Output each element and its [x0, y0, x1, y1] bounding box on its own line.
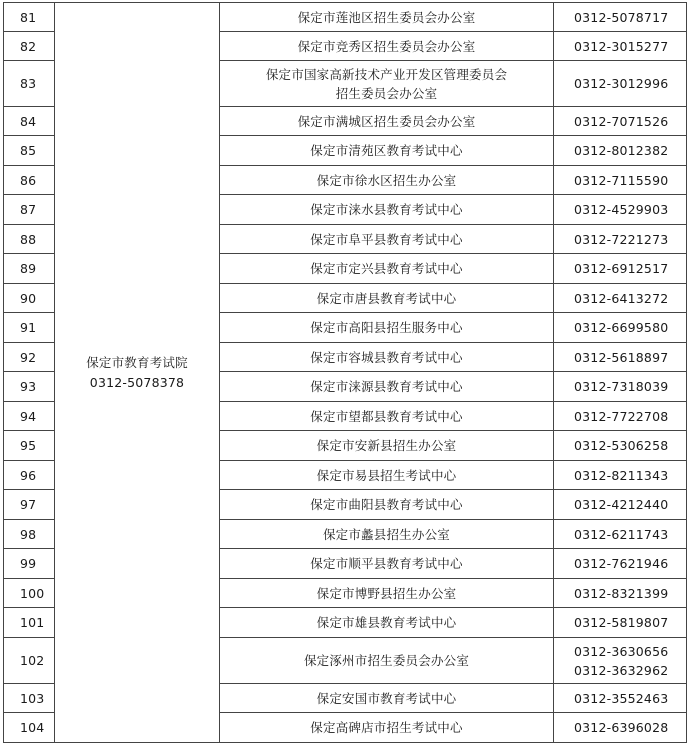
- organization-cell: [220, 431, 554, 461]
- organization-name: 保定市雄县教育考试中心: [316, 615, 457, 630]
- row-number: 88: [4, 225, 55, 254]
- phone-number: 0312-3632962: [574, 662, 669, 678]
- organization-name: 保定市高阳县招生服务中心: [310, 320, 463, 335]
- phone-cell: [554, 579, 687, 608]
- organization-name: 保定市曲阳县教育考试中心: [310, 497, 463, 512]
- row-number: 90: [4, 284, 55, 313]
- organization-name: 保定市望都县教育考试中心: [310, 408, 463, 424]
- organization-cell: [220, 254, 554, 284]
- phone-number: 0312-6211743: [574, 526, 669, 542]
- phone-cell: [554, 713, 687, 743]
- organization-cell: [220, 608, 554, 638]
- row-number: 97: [4, 490, 55, 520]
- row-number: 95: [4, 431, 55, 461]
- organization-cell: [220, 549, 554, 579]
- organization-name: 保定市易县招生考试中心: [316, 467, 457, 483]
- phone-number: 0312-5078717: [574, 9, 669, 25]
- organization-cell: [220, 195, 554, 225]
- phone-cell: [554, 166, 687, 195]
- phone-cell: [554, 61, 687, 107]
- organization-name: 保定市国家高新技术产业开发区管理委员会: [265, 66, 508, 82]
- organization-name: 招生委员会办公室: [335, 85, 438, 101]
- phone-number: 0312-7722708: [574, 408, 669, 424]
- phone-cell: [554, 3, 687, 32]
- organization-cell: [220, 461, 554, 490]
- row-number: 96: [4, 461, 55, 490]
- phone-number: 0312-5618897: [574, 349, 669, 365]
- phone-cell: [554, 343, 687, 372]
- organization-name: 保定市蠡县招生办公室: [322, 526, 450, 542]
- organization-name: 保定市博野县招生办公室: [316, 585, 457, 601]
- phone-number: 0312-3552463: [574, 690, 669, 706]
- organization-name: 保定市徐水区招生办公室: [316, 172, 457, 188]
- phone-cell: [554, 254, 687, 284]
- row-number: 87: [4, 195, 55, 225]
- phone-number: 0312-8211343: [574, 467, 669, 483]
- organization-cell: [220, 284, 554, 313]
- organization-name: 保定市安新县招生办公室: [316, 438, 457, 453]
- organization-cell: [220, 136, 554, 166]
- phone-cell: [554, 372, 687, 402]
- phone-cell: [554, 32, 687, 61]
- phone-cell: [554, 136, 687, 166]
- phone-cell: [554, 402, 687, 431]
- phone-cell: [554, 284, 687, 313]
- row-number: 91: [4, 313, 55, 343]
- row-number: 100: [4, 579, 55, 608]
- row-number: 82: [4, 32, 55, 61]
- contact-table-body: [4, 3, 687, 743]
- row-number: 94: [4, 402, 55, 431]
- organization-name: 保定市顺平县教育考试中心: [310, 556, 463, 571]
- phone-number: 0312-5306258: [574, 438, 669, 453]
- row-number: 84: [4, 107, 55, 136]
- organization-cell: [220, 107, 554, 136]
- phone-cell: [554, 549, 687, 579]
- organization-cell: [220, 713, 554, 743]
- row-number: 98: [4, 520, 55, 549]
- organization-cell: [220, 638, 554, 684]
- group-phone: 0312-5078378: [89, 374, 185, 390]
- row-number: 103: [4, 684, 55, 713]
- contact-table: [3, 2, 687, 743]
- phone-cell: [554, 313, 687, 343]
- row-number: 99: [4, 549, 55, 579]
- phone-number: 0312-7621946: [574, 556, 669, 571]
- phone-number: 0312-3630656: [574, 643, 669, 659]
- table-row: [4, 3, 687, 32]
- phone-number: 0312-8321399: [574, 585, 669, 601]
- organization-name: 保定市唐县教育考试中心: [316, 290, 457, 306]
- phone-cell: [554, 490, 687, 520]
- row-number: 101: [4, 608, 55, 638]
- phone-cell: [554, 461, 687, 490]
- organization-name: 保定市涞源县教育考试中心: [310, 379, 463, 394]
- organization-cell: [220, 225, 554, 254]
- row-number: 93: [4, 372, 55, 402]
- organization-name: 保定市定兴县教育考试中心: [310, 261, 463, 276]
- phone-cell: [554, 431, 687, 461]
- organization-cell: [220, 490, 554, 520]
- organization-name: 保定市阜平县教育考试中心: [310, 231, 463, 247]
- row-number: 86: [4, 166, 55, 195]
- organization-name: 保定市满城区招生委员会办公室: [297, 113, 476, 129]
- phone-number: 0312-3012996: [574, 76, 669, 91]
- group-name: 保定市教育考试院: [86, 354, 188, 370]
- row-number: 89: [4, 254, 55, 284]
- phone-number: 0312-6413272: [574, 290, 669, 306]
- phone-number: 0312-7071526: [574, 113, 669, 129]
- organization-cell: [220, 579, 554, 608]
- phone-number: 0312-7221273: [574, 231, 669, 247]
- organization-cell: [220, 166, 554, 195]
- row-number: 104: [4, 713, 55, 743]
- row-number: 83: [4, 61, 55, 107]
- organization-cell: [220, 61, 554, 107]
- organization-cell: [220, 32, 554, 61]
- organization-cell: [220, 402, 554, 431]
- organization-cell: [220, 372, 554, 402]
- organization-name: 保定高碑店市招生考试中心: [310, 720, 463, 735]
- group-contact-cell: [55, 3, 220, 743]
- organization-name: 保定市涞水县教育考试中心: [310, 202, 463, 217]
- row-number: 81: [4, 3, 55, 32]
- phone-cell: [554, 638, 687, 684]
- phone-number: 0312-8012382: [574, 143, 669, 158]
- phone-number: 0312-6912517: [574, 261, 669, 276]
- organization-cell: [220, 684, 554, 713]
- phone-number: 0312-6396028: [574, 720, 669, 735]
- phone-number: 0312-7115590: [574, 172, 669, 188]
- phone-cell: [554, 225, 687, 254]
- organization-cell: [220, 313, 554, 343]
- phone-number: 0312-5819807: [574, 615, 669, 630]
- organization-cell: [220, 3, 554, 32]
- organization-name: 保定市竞秀区招生委员会办公室: [297, 38, 476, 54]
- organization-name: 保定安国市教育考试中心: [316, 690, 457, 706]
- phone-cell: [554, 107, 687, 136]
- row-number: 102: [4, 638, 55, 684]
- phone-number: 0312-6699580: [574, 320, 669, 335]
- phone-number: 0312-4212440: [574, 497, 669, 512]
- phone-cell: [554, 520, 687, 549]
- organization-cell: [220, 343, 554, 372]
- organization-name: 保定涿州市招生委员会办公室: [303, 653, 470, 668]
- phone-cell: [554, 608, 687, 638]
- phone-cell: [554, 195, 687, 225]
- row-number: 92: [4, 343, 55, 372]
- organization-name: 保定市清苑区教育考试中心: [310, 143, 463, 158]
- row-number: 85: [4, 136, 55, 166]
- organization-cell: [220, 520, 554, 549]
- phone-number: 0312-7318039: [574, 379, 669, 394]
- phone-number: 0312-4529903: [574, 202, 669, 217]
- phone-cell: [554, 684, 687, 713]
- organization-name: 保定市容城县教育考试中心: [310, 349, 463, 365]
- organization-name: 保定市莲池区招生委员会办公室: [297, 9, 476, 25]
- phone-number: 0312-3015277: [574, 38, 669, 54]
